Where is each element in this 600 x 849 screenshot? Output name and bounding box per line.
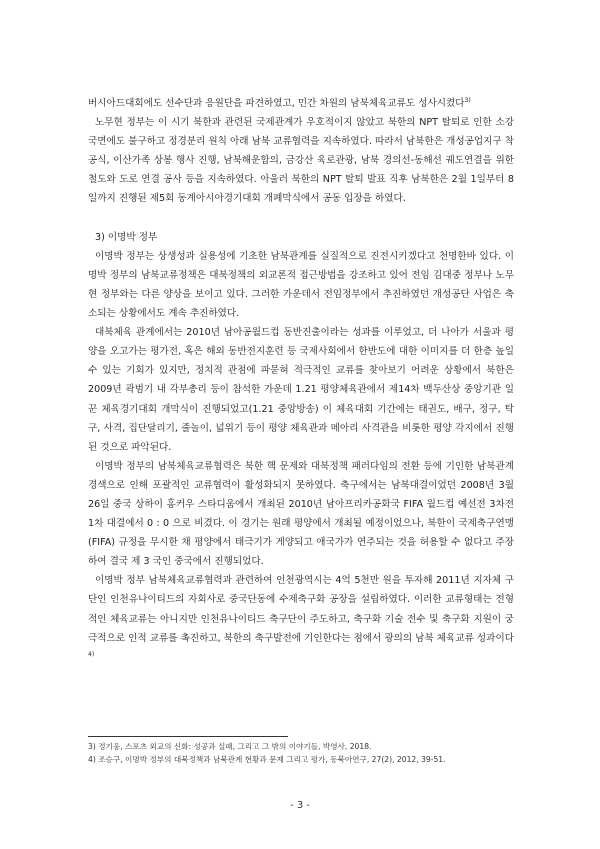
section-heading: 3) 이명박 정부 (95, 231, 158, 243)
footnote-divider (88, 736, 288, 737)
footnote-number: 3) (88, 742, 96, 751)
footnote-text: 조승구, 이명박 정부의 대북정책과 남북관계 현황과 문제 그리고 평가, 동북아연구, 27(2), 2012, 39-51. (98, 755, 446, 764)
footnote-3 (88, 740, 514, 753)
footnote-ref-4[interactable]: 4) (88, 650, 95, 658)
paragraph-lee-policy: 이명박 정부는 상생성과 실용성에 기초한 남북관계를 실질적으로 진전시키겠다고 천명한바 있다. 이명박 정부의 남북교류정책은 대북정책의 외교론적 접근방법을 강조하고 있어 전임 김대중 정부나 노무현 정부와는 다른 양상을 보이고 있다. 그러한 가운데서 전임정부에서 추진하였던 개성공단 사업은 축소되는 상황에서도 계속 추진하였다. (88, 250, 514, 320)
paragraph-lee-football: 이명박 정부의 남북체육교류협력은 북한 핵 문제와 대북정책 패러다임의 전환 등에 기인한 남북관계 경색으로 인해 포괄적인 교류협력이 활성화되지 못하였다. 축구에서는 남북대결이었던 2008년 3월 26일 중국 상하이 홍커우 스타디움에서 개최된 2010년 남아프리카공화국 FIFA 월드컵 예선전 3차전 1차 대결에서 0 : 0 으로 비겼다. 이 경기는 원래 평양에서 개최될 예정이었으나, 북한이 국제축구연맹(FIFA) 규정을 무시한 채 평양에서 태극기가 게양되고 애국가가 연주되는 것을 허용할 수 없다고 주장하여 결국 제 3 국인 중국에서 진행되었다. (88, 460, 514, 568)
footnote-ref-3[interactable]: 3) (464, 97, 471, 104)
paragraph-lee-incheon (88, 571, 514, 666)
section-gap (88, 209, 514, 228)
paragraph-roh-government: 노무현 정부는 이 시기 북한과 관련된 국제관계가 우호적이지 않았고 북한의 NPT 탈퇴로 인한 소강국면에도 불구하고 정경분리 원칙 아래 남북 교류협력을 지속하였다. 따라서 남북한은 개성공업지구 착공식, 이산가족 상봉 행사 진행, 남북해운합의, 금강산 육로관광, 남북 경의선-동해선 궤도연결을 위한 철도와 도로 연결 공사 등을 지속하였다. 아울러 북한의 NPT 탈퇴 발표 직후 남북한은 2월 1일부터 8일까지 진행된 제5회 동계아시아경기대회 개폐막식에서 공동 입장을 하였다. (88, 117, 514, 205)
page-number: - 3 - (290, 800, 310, 811)
footnote-text: 정기웅, 스포츠 외교의 신화: 성공과 실패, 그리고 그 밖의 이야기들, 박영사, 2018. (98, 742, 372, 751)
footnote-number: 4) (88, 755, 96, 764)
footnotes (88, 740, 514, 766)
paragraph-lee-sports-relations: 대북체육 관계에서는 2010년 남아공월드컵 동반진출이라는 성과를 이루었고, 더 나아가 서울과 평양을 오고가는 평가전, 혹은 해외 동반전지훈련 등 국제사회에서 한반도에 대한 이미지를 더 한층 높일 수 있는 기회가 있지만, 정치적 관점에 파묻혀 적극적인 교류를 찾아보기 어려운 상황에서 북한은 2009년 곽범기 내 각부총리 등이 참석한 가운데 1.21 평양체육관에서 제14차 백두산상 중앙기관 일꾼 체육경기대회 개막식이 진행되었고(1.21 중앙방송) 이 체육대회 기간에는 태권도, 배구, 정구, 탁구, 사격, 집단달리기, 줄놀이, 넓위기 등이 평양 체육관과 메아리 사격관을 비롯한 평양 각지에서 진행된 것으로 파악된다. (88, 327, 514, 453)
footnote-4 (88, 753, 514, 766)
paragraph-lee-incheon-text: 이명박 정부 남북체육교류협력과 관련하여 인천광역시는 4억 5천만 원을 투자해 2011년 지자체 구단인 인천유나이티드의 자회사로 중국단동에 수제축구화 공장을 설립하였다. 이러한 교류형태는 전형적인 체육교류는 아니지만 인천유나이티드 축구단이 주도하고, 축구화 기술 전수 및 축구화 지원이 궁극적으로 인적 교류를 촉진하고, 북한의 축구발전에 기인한다는 점에서 광의의 남북 체육교류 성과이다 (88, 575, 514, 644)
continuation-text: 버시아드대회에도 선수단과 응원단을 파견하였고, 민간 차원의 남북체육교류도 성사시켰다 (88, 98, 465, 109)
continuation-paragraph (88, 94, 514, 113)
body-text (88, 94, 514, 667)
